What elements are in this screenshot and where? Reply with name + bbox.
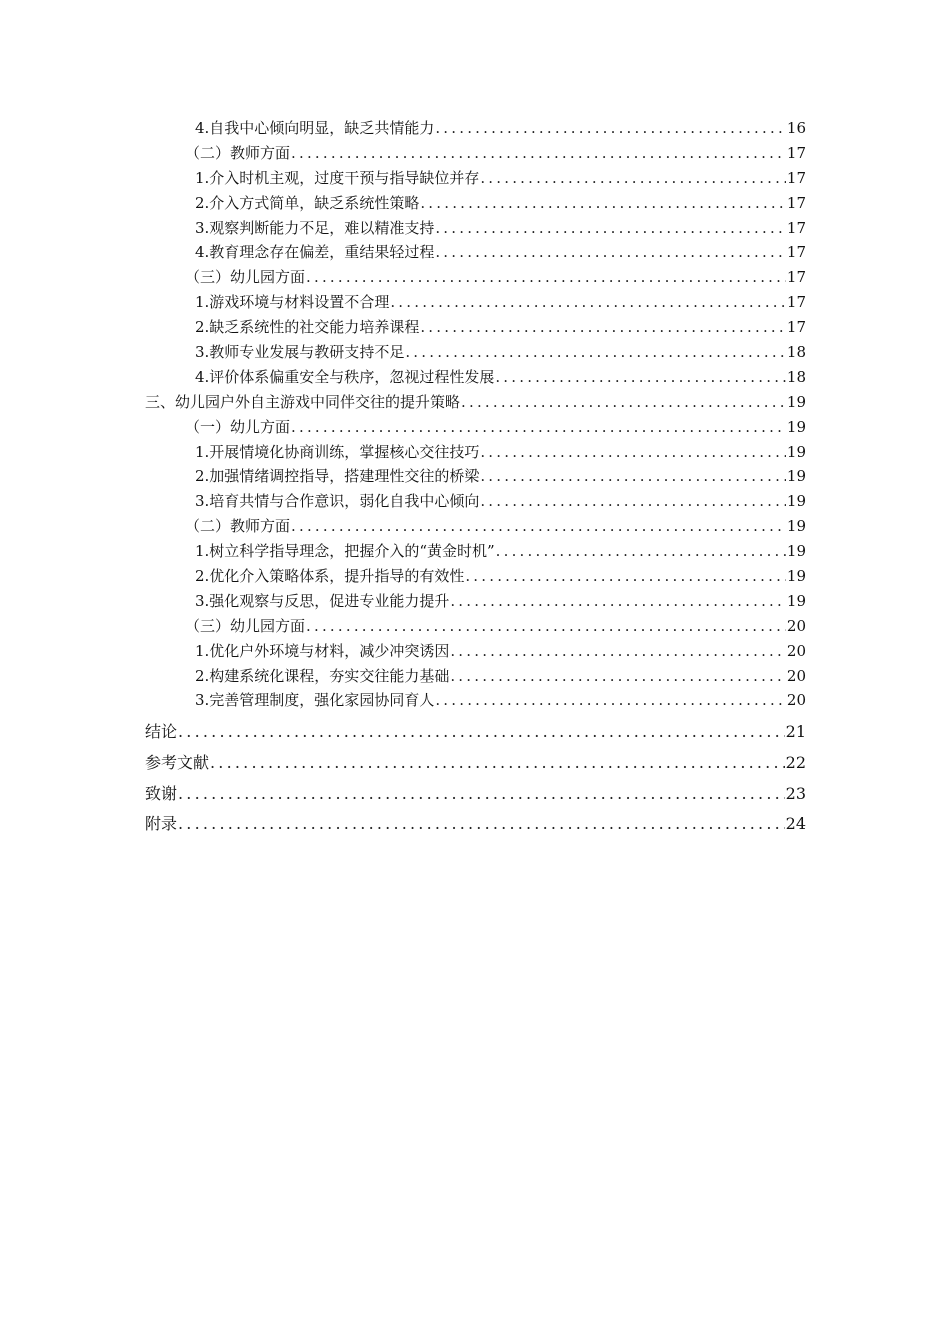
toc-entry-page-number: 20 — [786, 691, 806, 710]
toc-entry-title: 3.强化观察与反思，促进专业能力提升 — [195, 591, 450, 610]
toc-entry-page-number: 19 — [786, 492, 806, 511]
toc-entry-title: （二）教师方面 — [185, 517, 291, 536]
toc-entry-page-number: 17 — [786, 268, 806, 287]
toc-entry-page-number: 20 — [786, 666, 806, 685]
toc-leader-dots — [405, 340, 786, 365]
toc-leader-dots — [465, 564, 786, 589]
toc-entry-page-number: 19 — [786, 542, 806, 561]
toc-leader-dots — [461, 390, 786, 415]
toc-entry-title: 2.优化介入策略体系，提升指导的有效性 — [195, 567, 465, 586]
toc-entry-page-number: 17 — [786, 193, 806, 212]
toc-leader-dots — [291, 514, 786, 539]
toc-leader-dots — [210, 748, 785, 779]
toc-entry-title: 参考文献 — [145, 752, 210, 772]
toc-entry[interactable] — [145, 415, 806, 440]
toc-leader-dots — [480, 489, 786, 514]
toc-entry-page-number: 19 — [786, 417, 806, 436]
toc-leader-dots — [178, 717, 785, 748]
toc-entry[interactable] — [145, 748, 806, 779]
toc-entry[interactable] — [145, 365, 806, 390]
toc-entry-title: 3.教师专业发展与教研支持不足 — [195, 343, 405, 362]
toc-entry-title: 2.构建系统化课程，夯实交往能力基础 — [195, 666, 450, 685]
toc-entry[interactable] — [145, 717, 806, 748]
toc-leader-dots — [495, 365, 786, 390]
toc-entry[interactable] — [145, 514, 806, 539]
toc-entry[interactable] — [145, 216, 806, 241]
toc-entry-title: 1.介入时机主观，过度干预与指导缺位并存 — [195, 168, 480, 187]
table-of-contents — [145, 116, 806, 840]
toc-entry-title: 致谢 — [145, 783, 178, 803]
toc-leader-dots — [435, 688, 786, 713]
toc-entry-page-number: 19 — [786, 567, 806, 586]
toc-entry[interactable] — [145, 141, 806, 166]
toc-entry-title: 1.游戏环境与材料设置不合理 — [195, 293, 390, 312]
toc-entry[interactable] — [145, 315, 806, 340]
toc-entry[interactable] — [145, 390, 806, 415]
toc-leader-dots — [480, 464, 786, 489]
toc-entry-page-number: 17 — [786, 168, 806, 187]
toc-entry-page-number: 23 — [785, 783, 806, 803]
toc-entry-page-number: 20 — [786, 616, 806, 635]
toc-entry-title: 1.优化户外环境与材料，减少冲突诱因 — [195, 641, 450, 660]
toc-entry[interactable] — [145, 564, 806, 589]
toc-entry-page-number: 19 — [786, 442, 806, 461]
toc-entry[interactable] — [145, 240, 806, 265]
toc-entry-title: 3.培育共情与合作意识，弱化自我中心倾向 — [195, 492, 480, 511]
toc-leader-dots — [390, 290, 786, 315]
toc-leader-dots — [450, 639, 786, 664]
toc-entry[interactable] — [145, 166, 806, 191]
toc-leader-dots — [480, 440, 786, 465]
toc-leader-dots — [496, 539, 786, 564]
toc-entry[interactable] — [145, 539, 806, 564]
toc-entry-page-number: 22 — [785, 752, 806, 772]
toc-leader-dots — [420, 315, 786, 340]
toc-entry[interactable] — [145, 290, 806, 315]
toc-entry-page-number: 17 — [786, 218, 806, 237]
toc-entry[interactable] — [145, 639, 806, 664]
toc-entry-page-number: 24 — [785, 814, 806, 834]
toc-entry-page-number: 17 — [786, 243, 806, 262]
toc-entry-title: （三）幼儿园方面 — [185, 616, 306, 635]
toc-leader-dots — [480, 166, 786, 191]
toc-entry-page-number: 17 — [786, 143, 806, 162]
toc-entry-page-number: 19 — [786, 517, 806, 536]
toc-entry-page-number: 19 — [786, 467, 806, 486]
toc-entry[interactable] — [145, 464, 806, 489]
toc-entry-title: 2.缺乏系统性的社交能力培养课程 — [195, 318, 420, 337]
toc-entry[interactable] — [145, 614, 806, 639]
toc-leader-dots — [435, 216, 786, 241]
toc-entry-page-number: 21 — [785, 722, 806, 742]
toc-entry-title: （二）教师方面 — [185, 143, 291, 162]
toc-entry-page-number: 17 — [786, 318, 806, 337]
toc-leader-dots — [178, 809, 785, 840]
toc-leader-dots — [306, 614, 786, 639]
toc-entry-page-number: 18 — [786, 367, 806, 386]
toc-entry[interactable] — [145, 116, 806, 141]
toc-entry-page-number: 17 — [786, 293, 806, 312]
toc-entry-page-number: 19 — [786, 591, 806, 610]
toc-entry[interactable] — [145, 340, 806, 365]
toc-leader-dots — [435, 240, 786, 265]
toc-entry-page-number: 18 — [786, 343, 806, 362]
toc-entry-title: 三、幼儿园户外自主游戏中同伴交往的提升策略 — [145, 392, 461, 411]
toc-entry[interactable] — [145, 664, 806, 689]
toc-leader-dots — [291, 141, 786, 166]
toc-entry-title: （三）幼儿园方面 — [185, 268, 306, 287]
toc-entry-title: 4.自我中心倾向明显，缺乏共情能力 — [195, 119, 435, 137]
toc-entry-page-number: 20 — [786, 641, 806, 660]
toc-leader-dots — [450, 589, 786, 614]
toc-entry-title: 3.完善管理制度，强化家园协同育人 — [195, 691, 435, 710]
toc-entry[interactable] — [145, 779, 806, 810]
toc-leader-dots — [291, 415, 786, 440]
toc-entry-title: 1.开展情境化协商训练，掌握核心交往技巧 — [195, 442, 480, 461]
toc-entry[interactable] — [145, 440, 806, 465]
toc-entry-title: 4.教育理念存在偏差，重结果轻过程 — [195, 243, 435, 262]
toc-entry-page-number: 16 — [786, 119, 806, 137]
toc-entry[interactable] — [145, 589, 806, 614]
toc-entry-title: 1.树立科学指导理念，把握介入的“黄金时机” — [195, 542, 495, 561]
toc-entry-title: 2.介入方式简单，缺乏系统性策略 — [195, 193, 420, 212]
toc-entry-page-number: 19 — [786, 392, 806, 411]
toc-entry-title: 附录 — [145, 814, 178, 834]
toc-entry-title: 3.观察判断能力不足，难以精准支持 — [195, 218, 435, 237]
toc-leader-dots — [178, 779, 785, 810]
toc-entry-title: （一）幼儿方面 — [185, 417, 291, 436]
toc-entry[interactable] — [145, 688, 806, 713]
toc-entry-title: 结论 — [145, 722, 178, 742]
toc-leader-dots — [435, 116, 786, 141]
toc-entry[interactable] — [145, 809, 806, 840]
toc-entry[interactable] — [145, 191, 806, 216]
toc-entry-title: 4.评价体系偏重安全与秩序，忽视过程性发展 — [195, 367, 495, 386]
toc-leader-dots — [450, 664, 786, 689]
toc-leader-dots — [420, 191, 786, 216]
toc-entry[interactable] — [145, 265, 806, 290]
toc-entry[interactable] — [145, 489, 806, 514]
toc-entry-title: 2.加强情绪调控指导，搭建理性交往的桥梁 — [195, 467, 480, 486]
toc-leader-dots — [306, 265, 786, 290]
